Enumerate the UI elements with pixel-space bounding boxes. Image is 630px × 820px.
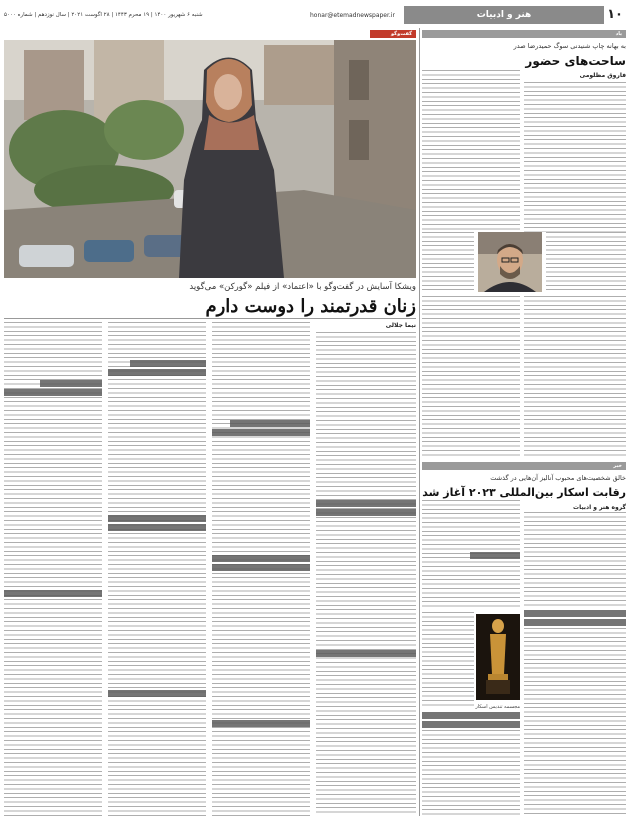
- question-line: [422, 721, 520, 728]
- right-kicker: به بهانه چاپ شنیدنی سوگ حمیدرضا صدر: [513, 42, 626, 50]
- question-line: [212, 555, 310, 562]
- question-line: [212, 720, 310, 727]
- right-headline: ساحت‌های حضور: [525, 54, 626, 68]
- question-line: [108, 369, 206, 376]
- question-line: [4, 389, 102, 396]
- column-separator: [419, 28, 420, 816]
- tag-conversation: گفت‌وگو: [370, 30, 416, 38]
- author-portrait: [478, 232, 542, 292]
- question-line: [316, 500, 416, 507]
- question-line: [316, 509, 416, 516]
- oscar-statue-photo: [476, 614, 520, 700]
- bottom-right-byline: گروه هنر و ادبیات: [573, 504, 626, 511]
- text-column: [108, 322, 206, 816]
- text-column: [422, 730, 520, 816]
- main-headline: زنان قدرتمند را دوست دارم: [205, 296, 416, 317]
- question-line: [108, 524, 206, 531]
- bottom-right-headline: رقابت اسکار بین‌المللی ۲۰۲۳ آغاز شد: [422, 486, 626, 499]
- right-byline: فاروق مظلومی: [579, 72, 626, 79]
- text-column: [524, 628, 626, 816]
- email-address[interactable]: honar@etemadnewspaper.ir: [310, 11, 395, 19]
- question-line: [108, 690, 206, 697]
- date-line: شنبه ۶ شهریور ۱۴۰۰ | ۱۹ محرم ۱۴۴۳ | ۲۸ اگوست ۲۰۲۱ | سال نوزدهم | شماره ۵۰۰۰: [4, 12, 203, 18]
- question-line: [212, 429, 310, 436]
- text-column: [546, 232, 626, 292]
- text-column: [524, 512, 626, 608]
- main-byline: نیما جلالی: [385, 322, 416, 329]
- text-column: [316, 332, 416, 816]
- section-title: هنر و ادبیات: [404, 6, 604, 24]
- tag-news: خبر: [422, 462, 626, 470]
- question-line: [108, 515, 206, 522]
- text-column: [422, 70, 520, 232]
- question-line: [4, 590, 102, 597]
- photo-illustration: [4, 40, 416, 278]
- question-line: [524, 619, 626, 626]
- question-line: [422, 712, 520, 719]
- text-column: [422, 232, 474, 292]
- question-line: [212, 564, 310, 571]
- bottom-right-kicker: خالق شخصیت‌های محبوب آنالیز آن‌هایی در گذشت: [490, 474, 626, 482]
- oscar-illustration: [476, 614, 520, 700]
- question-line: [40, 380, 102, 387]
- question-line: [130, 360, 206, 367]
- divider: [4, 318, 416, 319]
- question-line: [316, 650, 416, 657]
- oscar-caption: مجسمه تندیس اسکار: [475, 704, 520, 710]
- question-line: [524, 610, 626, 617]
- text-column: [422, 296, 520, 458]
- question-line: [230, 420, 310, 427]
- text-column: [524, 296, 626, 458]
- main-kicker: ویشکا آسایش در گفت‌وگو با «اعتماد» از فیلم «گورکن» می‌گوید: [189, 282, 416, 292]
- page-number: ۱۰: [607, 7, 623, 22]
- text-column: [524, 82, 626, 232]
- question-line: [470, 552, 520, 559]
- tag-note: یاد: [422, 30, 626, 38]
- actress-photo: [4, 40, 416, 278]
- portrait-illustration: [478, 232, 542, 292]
- page-header: [4, 6, 626, 24]
- text-column: [4, 322, 102, 816]
- text-column: [422, 612, 474, 708]
